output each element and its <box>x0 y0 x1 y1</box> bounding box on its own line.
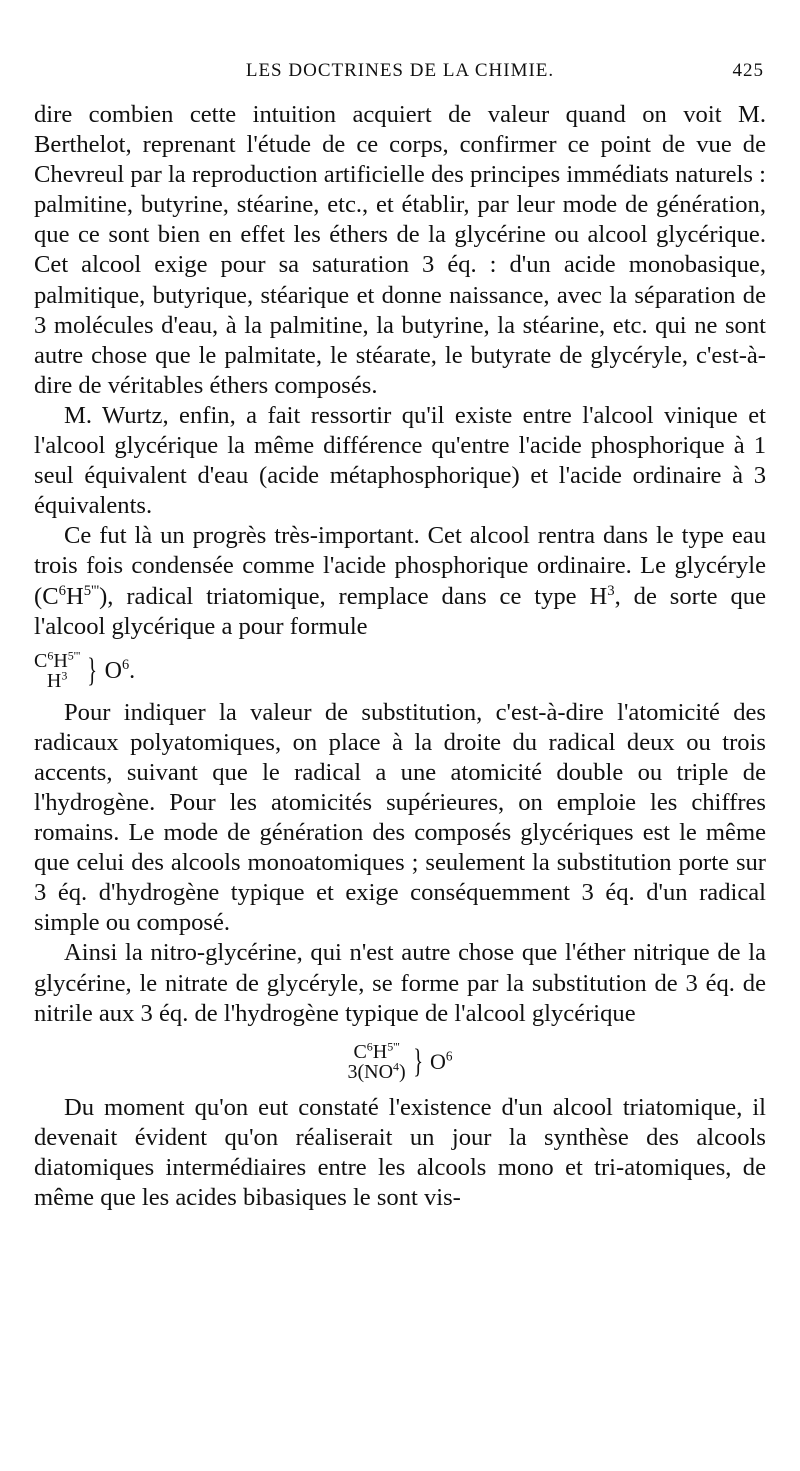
page-body <box>34 100 766 1213</box>
f2-c-index: 6 <box>366 1039 373 1054</box>
formula-nitroglycerin <box>34 1031 766 1093</box>
glyceryl-c: C <box>42 582 59 610</box>
glyceryl-h: H <box>65 582 84 610</box>
f1-h: H <box>53 649 68 672</box>
glyceryl-c-index: 6 <box>58 582 66 599</box>
h-index: 3 <box>607 582 615 599</box>
paragraph-3-part-a: Ce fut là un progrès très-important. Cet alcool rentra dans le type eau trois fois condensée comme l'acide phosphorique ordinaire. Le glycéryle ( <box>34 522 766 610</box>
paragraph-1: dire combien cette intuition acquiert de valeur quand on voit M. Berthelot, reprenant l'étude de ce corps, confirmer ce point de vue de Chevreul par la reproduction artificielle des principes immédiats naturels : palmitine, butyrine, stéarine, etc., et établir, par leur mode de génération, que ce sont bien en effet les éthers de la glycérine ou alcool glycérique. Cet alcool exige pour sa saturation 3 éq. : d'un acide monobasique, palmitique, butyrique, stéarique et donne naissance, avec la séparation de 3 molécules d'eau, à la palmitine, la butyrine, la stéarine, etc. qui ne sont autre chose que le palmitate, le stéarate, le butyrate de glycéryle, c'est-à-dire de véritables éthers composés. <box>34 101 766 399</box>
formula-glycerol-stack <box>34 648 81 692</box>
running-header <box>36 60 764 88</box>
paragraph-5: Ainsi la nitro-glycérine, qui n'est autre chose que l'éther nitrique de la glycérine, le nitrate de glycéryle, se forme par la substitution de 3 éq. de nitrile aux 3 éq. de l'hydrogène typique de l'alcool glycérique <box>34 939 766 1027</box>
f2-paren: ) <box>399 1060 406 1083</box>
f1-o-index: 6 <box>121 656 130 673</box>
formula-glycerol-top <box>34 648 81 672</box>
f1-o: O <box>104 657 122 684</box>
f2-h: H <box>372 1040 388 1063</box>
f1-period: . <box>129 657 136 684</box>
f1-h3: H <box>46 669 62 692</box>
f1-c: C <box>34 649 48 672</box>
header-title: LES DOCTRINES DE LA CHIMIE. <box>245 60 555 81</box>
f2-c: C <box>353 1040 367 1063</box>
formula-glycerol-oxygen <box>104 656 136 684</box>
formula-nitroglycerin-stack <box>347 1039 406 1083</box>
f1-h-index: 5''' <box>67 648 81 663</box>
paragraph-3-part-b: ), radical triatomique, remplace dans ce type H <box>99 582 608 610</box>
page-number: 425 <box>732 60 764 81</box>
f2-o: O <box>430 1048 446 1074</box>
paragraph-4: Pour indiquer la valeur de substitution, c'est-à-dire l'atomicité des radicaux polyatomiques, on place à la droite du radical deux ou trois accents, suivant que le radical a une atomicité double ou triple de l'hydrogène. Pour les atomicités supérieures, on emploie les chiffres romains. Le mode de génération des composés glycériques est le même que celui des alcools monoatomiques ; seulement la substitution porte sur 3 éq. d'hydrogène typique et exige conséquemment 3 éq. d'un radical simple ou composé. <box>34 698 766 937</box>
f2-no-index: 4 <box>393 1059 400 1074</box>
paragraph-2: M. Wurtz, enfin, a fait ressortir qu'il existe entre l'alcool vinique et l'alcool glycérique la même différence qu'entre l'acide phosphorique à 1 seul équivalent d'eau (acide métaphosphorique) et l'acide ordinaire à 3 équivalents. <box>34 401 766 520</box>
glyceryl-h-index: 5''' <box>83 582 100 599</box>
paragraph-3 <box>34 521 766 641</box>
f1-c-index: 6 <box>47 648 54 663</box>
formula-nitroglycerin-brace: } <box>412 1042 423 1080</box>
formula-glycerol <box>34 644 766 698</box>
paragraph-3-part-c: , de sorte que l'alcool glycérique a pour formule <box>34 582 766 640</box>
f2-h-index: 5''' <box>387 1039 400 1054</box>
formula-nitroglycerin-bottom <box>347 1059 406 1083</box>
glyceryl-inline-formula <box>42 583 99 610</box>
f2-o-index: 6 <box>445 1048 453 1064</box>
paragraph-6: Du moment qu'on eut constaté l'existence d'un alcool triatomique, il devenait évident qu'on réaliserait un jour la synthèse des alcools diatomiques intermédiaires entre les alcools mono et tri-atomiques, de même que les acides bibasiques le sont vis- <box>34 1093 766 1211</box>
formula-glycerol-bottom <box>34 668 80 692</box>
f2-no: 3(NO <box>347 1060 394 1083</box>
f1-h3-index: 3 <box>61 668 68 683</box>
formula-nitroglycerin-oxygen <box>430 1048 453 1074</box>
formula-glycerol-brace: } <box>87 651 98 689</box>
